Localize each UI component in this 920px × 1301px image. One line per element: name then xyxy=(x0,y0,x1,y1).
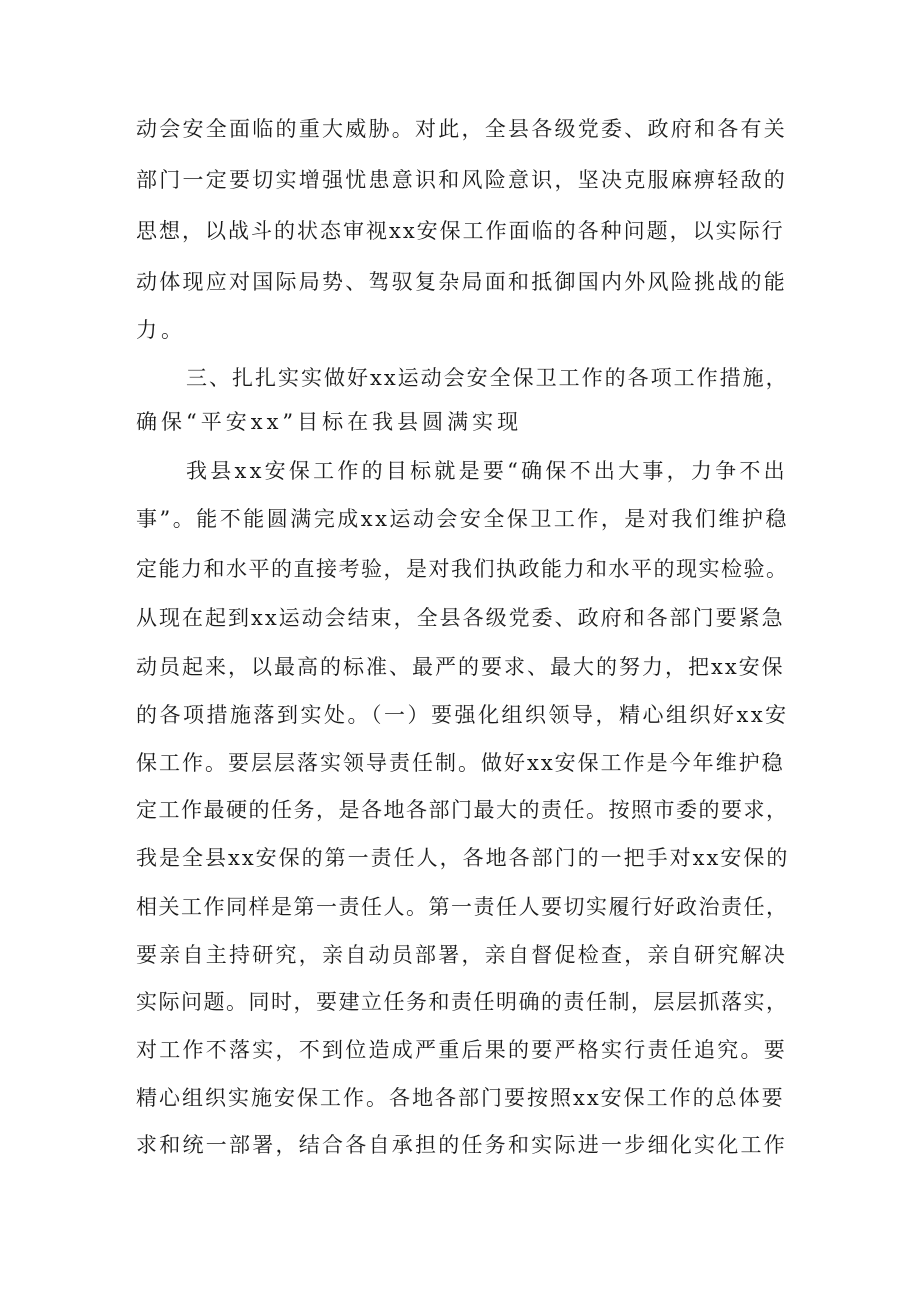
text-line-17: 相关工作同样是第一责任人。第一责任人要切实履行好政治责任， xyxy=(136,895,789,919)
text-line-4: 动体现应对国际局势、驾驭复杂局面和抵御国内外风险挑战的能 xyxy=(136,270,787,294)
text-line-1: 动会安全面临的重大威胁。对此，全县各级党委、政府和各有关 xyxy=(136,117,787,141)
text-line-8: 我县xx安保工作的目标就是要“确保不出大事，力争不出 xyxy=(186,459,788,483)
text-line-20: 对工作不落实，不到位造成严重后果的要严格实行责任追究。要 xyxy=(136,1038,787,1062)
section-heading-line-2: 确保“平安xx”目标在我县圆满实现 xyxy=(136,410,523,434)
text-line-22: 求和统一部署，结合各自承担的任务和实际进一步细化实化工作 xyxy=(136,1133,787,1157)
text-line-2: 部门一定要切实增强忧患意识和风险意识，坚决克服麻痹轻敌的 xyxy=(136,168,787,192)
text-line-21: 精心组织实施安保工作。各地各部门要按照xx安保工作的总体要 xyxy=(136,1086,785,1110)
text-line-9: 事”。能不能圆满完成xx运动会安全保卫工作，是对我们维护稳 xyxy=(136,507,789,531)
text-line-12: 动员起来，以最高的标准、最严的要求、最大的努力，把xx安保 xyxy=(136,655,785,679)
text-line-19: 实际问题。同时，要建立任务和责任明确的责任制，层层抓落实， xyxy=(136,990,789,1014)
text-line-14: 保工作。要层层落实领导责任制。做好xx安保工作是今年维护稳 xyxy=(136,751,785,775)
text-line-3: 思想，以战斗的状态审视xx安保工作面临的各种问题，以实际行 xyxy=(136,219,785,243)
text-line-11: 从现在起到xx运动会结束，全县各级党委、政府和各部门要紧急 xyxy=(136,606,785,630)
text-line-10: 定能力和水平的直接考验，是对我们执政能力和水平的现实检验。 xyxy=(136,557,789,581)
text-line-18: 要亲自主持研究，亲自动员部署，亲自督促检查，亲自研究解决 xyxy=(136,943,787,967)
text-line-16: 我是全县xx安保的第一责任人，各地各部门的一把手对xx安保的 xyxy=(136,846,790,870)
section-heading-line-1: 三、扎扎实实做好xx运动会安全保卫工作的各项工作措施， xyxy=(186,366,789,390)
text-line-13: 的各项措施落到实处。（一）要强化组织领导，精心组织好xx安 xyxy=(136,703,789,727)
text-line-5: 力。 xyxy=(136,318,186,342)
text-line-15: 定工作最硬的任务，是各地各部门最大的责任。按照市委的要求， xyxy=(136,798,789,822)
